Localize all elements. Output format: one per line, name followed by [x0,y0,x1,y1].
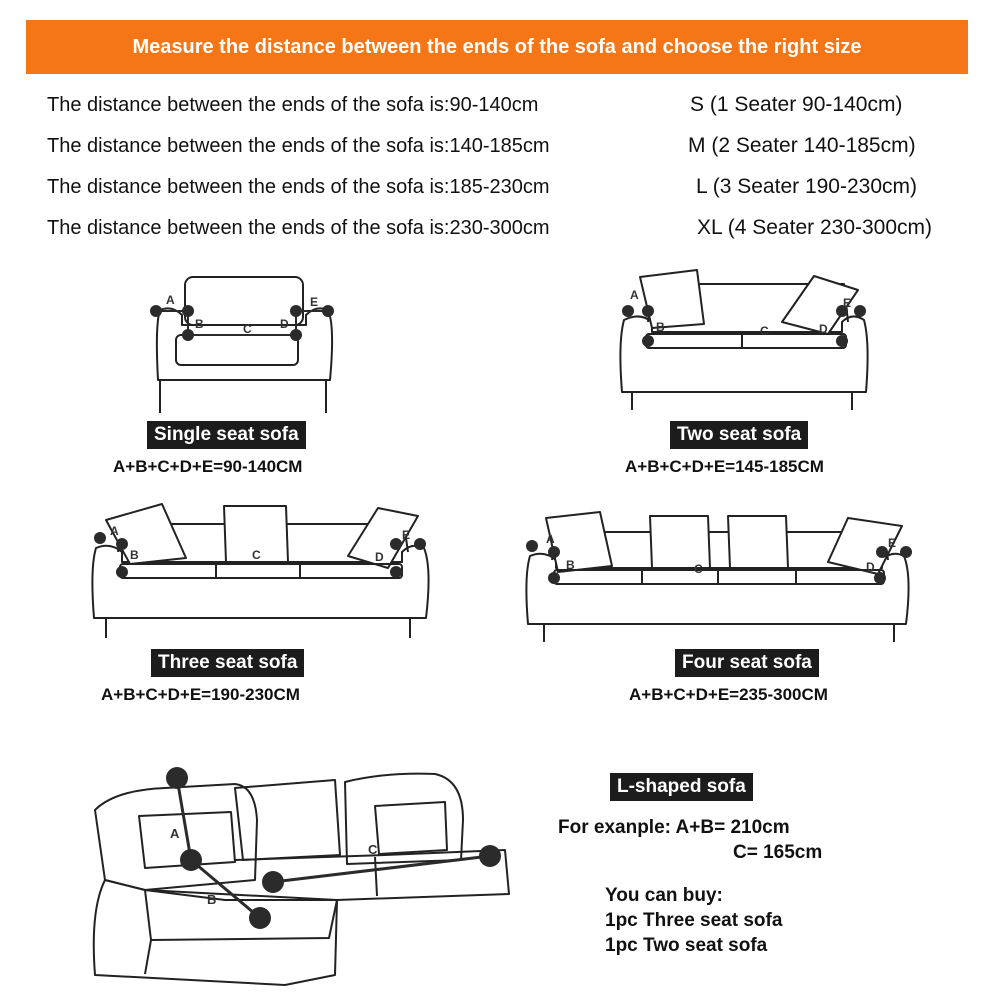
point-a-label: A [170,826,180,841]
point-b-label: B [656,320,665,334]
point-d-label: D [819,322,828,336]
point-b-label: B [130,548,139,562]
point-b-label: B [195,317,204,331]
point-b-label: B [207,892,217,907]
two-seat-sofa-illustration [612,262,882,412]
four-seat-sofa-formula: A+B+C+D+E=235-300CM [629,685,828,704]
point-d-label: D [280,317,289,331]
size-row-l [47,170,977,211]
l-shaped-buy-line-1: You can buy: [605,885,723,906]
two-seat-sofa-diagram [612,262,882,412]
point-a-label: A [166,293,175,307]
three-seat-sofa-diagram [88,498,438,646]
single-seat-sofa-diagram [130,265,380,435]
four-seat-sofa-title: Four seat sofa [675,649,819,677]
size-row-description: The distance between the ends of the sofa is:185-230cm [47,176,550,198]
point-e-label: E [888,536,897,550]
point-d-label: D [375,550,384,564]
size-table [47,88,977,252]
four-seat-sofa-illustration [522,510,917,645]
l-shaped-example-line-2: C= 165cm [733,842,823,863]
point-e-label: E [402,528,411,542]
l-shaped-buy-line-3: 1pc Two seat sofa [605,935,768,956]
point-a-label: A [630,288,639,302]
point-c-label: C [368,842,378,857]
two-seat-sofa-formula: A+B+C+D+E=145-185CM [625,457,824,476]
point-c-label: C [252,548,261,562]
point-c-label: C [760,324,769,338]
size-guide-banner: Measure the distance between the ends of the sofa and choose the right size [26,20,968,74]
point-d-label: D [866,560,875,574]
point-e-label: E [843,296,852,310]
l-shaped-buy-line-2: 1pc Three seat sofa [605,910,783,931]
single-seat-sofa-formula: A+B+C+D+E=90-140CM [113,457,303,476]
two-seat-sofa-title: Two seat sofa [670,421,808,449]
four-seat-sofa-diagram [522,510,917,645]
size-row-code: S (1 Seater 90-140cm) [690,93,903,116]
single-seat-sofa-illustration [130,265,380,435]
point-e-label: E [310,295,319,309]
three-seat-sofa-formula: A+B+C+D+E=190-230CM [101,685,300,704]
size-row-m [47,129,977,170]
size-row-description: The distance between the ends of the sofa is:90-140cm [47,94,539,116]
size-row-xl [47,211,977,252]
point-a-label: A [110,524,119,538]
l-shaped-example-line-1: For exanple: A+B= 210cm [558,817,790,838]
size-row-code: XL (4 Seater 230-300cm) [697,216,933,239]
point-b-label: B [566,558,575,572]
point-c-label: C [243,322,252,336]
size-row-code: L (3 Seater 190-230cm) [696,175,918,198]
size-row-description: The distance between the ends of the sofa is:230-300cm [47,217,550,239]
l-shaped-sofa-title: L-shaped sofa [610,773,753,801]
three-seat-sofa-title: Three seat sofa [151,649,304,677]
size-row-description: The distance between the ends of the sofa is:140-185cm [47,135,550,157]
point-a-label: A [546,532,555,546]
three-seat-sofa-illustration [88,498,438,646]
size-row-code: M (2 Seater 140-185cm) [688,134,916,157]
point-c-label: C [694,562,703,576]
l-shaped-sofa-diagram [85,760,515,990]
size-row-s [47,88,977,129]
single-seat-sofa-title: Single seat sofa [147,421,306,449]
l-shaped-sofa-illustration [85,760,515,990]
